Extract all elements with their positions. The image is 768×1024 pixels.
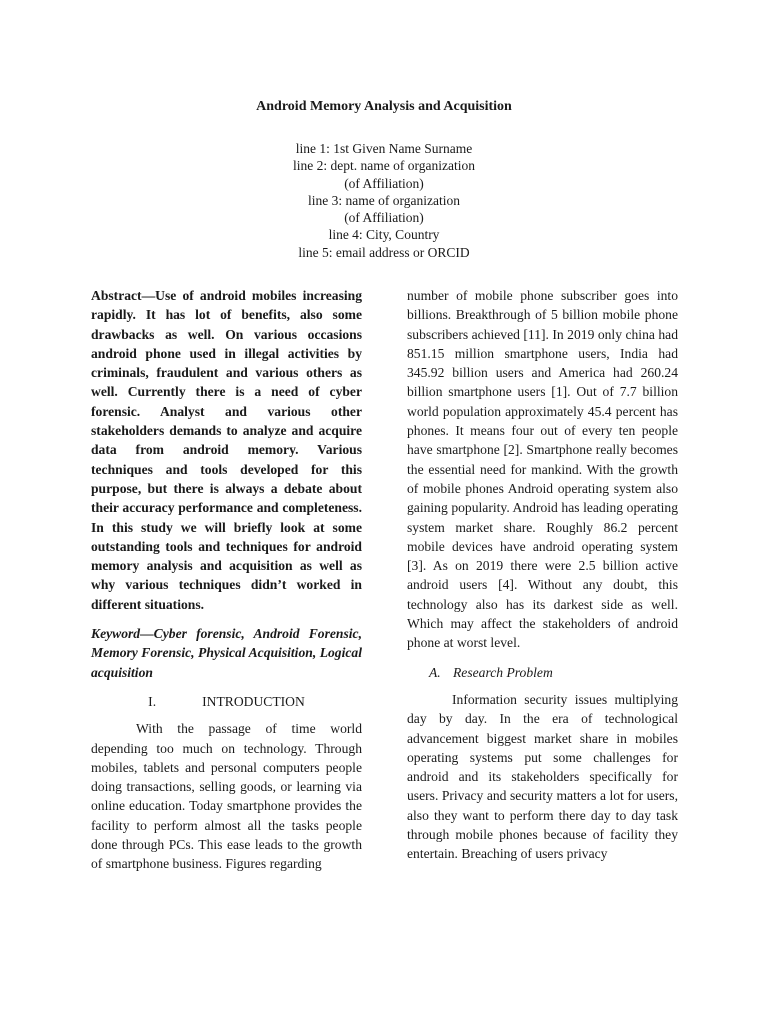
author-line: line 3: name of organization	[308, 192, 460, 208]
author-line: (of Affiliation)	[344, 210, 424, 226]
section-number: I.	[148, 693, 157, 709]
author-line: line 5: email address or ORCID	[298, 244, 470, 260]
section-title: INTRODUCTION	[202, 693, 305, 709]
subsection-heading	[407, 663, 678, 682]
left-column	[91, 286, 362, 874]
author-line: line 2: dept. name of organization	[293, 158, 475, 174]
author-line: line 1: 1st Given Name Surname	[295, 141, 473, 156]
keywords: Keyword—Cyber forensic, Android Forensic, Memory Forensic, Physical Acquisition, Logical acquisition	[91, 626, 362, 680]
intro-paragraph: With the passage of time world depending too much on technology. Through mobiles, tablets and personal computers people doing transactions, selling goods, or learning via online education. Today smartphone provides the facility to perform almost all the tasks people done through PCs. This ease leads to the growth of smartphone business. Figures regarding	[91, 721, 362, 872]
author-block	[0, 140, 768, 261]
author-line: (of Affiliation)	[344, 175, 424, 191]
subsection-letter: A.	[429, 664, 441, 680]
abstract: Abstract—Use of android mobiles increasing rapidly. It has lot of benefits, also some drawbacks as well. On various occasions android phone used in illegal activities by criminals, fraudulent and various others as well. Currently there is a need of cyber forensic. Analyst and various other stakeholders demands to analyze and acquire data from android memory. Various techniques and tools developed for this purpose, but there is always a debate about their accuracy performance and completeness. In this study we will briefly look at some outstanding tools and techniques for android memory analysis and acquisition as well as why various techniques didn’t worked in different situations.	[91, 288, 362, 612]
section-heading	[91, 692, 362, 711]
subsection-title: Research Problem	[453, 664, 553, 680]
paper-title: Android Memory Analysis and Acquisition	[256, 99, 512, 114]
right-column	[407, 286, 678, 864]
intro-paragraph-continued: number of mobile phone subscriber goes into billions. Breakthrough of 5 billion mobile phone subscribers achieved [11]. In 2019 only china had 851.15 million smartphone users, India had 345.92 billion users and America had 260.24 billion smartphone users [1]. Out of 7.7 billion world population approximately 45.4 percent has phones. It means four out of every ten people have smartphone [2]. Smartphone really becomes the essential need for mankind. With the growth of mobile phones Android operating system also gaining popularity. Android has leading operating system market share. Roughly 86.2 percent mobile devices have android operating system [3]. As on 2019 there were 2.5 billion active android users [4]. Without any doubt, this technology also has its darkest side as well. Which may affect the stakeholders of android phone at worst level.	[407, 288, 678, 651]
research-problem-paragraph: Information security issues multiplying day by day. In the era of technological advancement biggest market share in mobiles operating systems put some challenges for android and its stakeholders specifically for users. Privacy and security matters a lot for users, also they want to perform there day to day task through mobile phones because of facility they entertain. Breaching of users privacy	[407, 691, 678, 862]
author-line: line 4: City, Country	[328, 227, 440, 243]
